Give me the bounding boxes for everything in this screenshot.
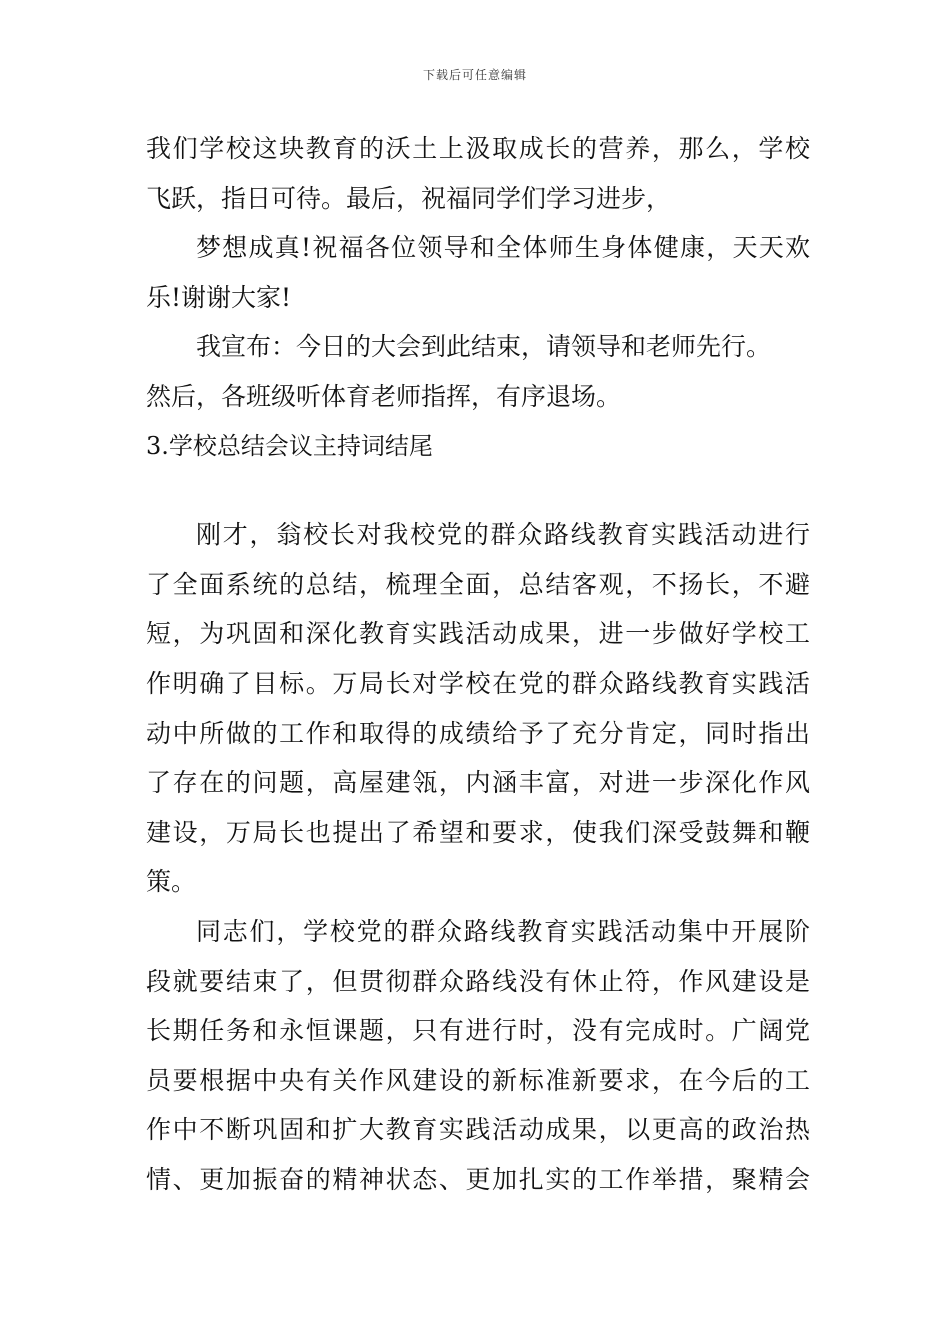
paragraph-line: 飞跃，指日可待。最后，祝福同学们学习进步， (146, 183, 672, 213)
paragraph-line: 情、更加振奋的精神状态、更加扎实的工作举措，聚精会 (146, 1164, 810, 1194)
paragraph-line: 我们学校这块教育的沃土上汲取成长的营养，那么，学校 (146, 134, 810, 163)
paragraph-line: 我宣布：今日的大会到此结束，请领导和老师先行。 (196, 332, 772, 362)
page-header: 下载后可任意编辑 (422, 68, 527, 82)
paragraph-line: 梦想成真!祝福各位领导和全体师生身体健康，天天欢 (196, 233, 810, 263)
paragraph-line: 员要根据中央有关作风建设的新标准新要求，在今后的工 (146, 1065, 810, 1095)
section-heading: 3.学校总结会议主持词结尾 (146, 431, 433, 460)
paragraph-line: 了存在的问题，高屋建瓴，内涵丰富，对进一步深化作风 (146, 768, 810, 798)
paragraph-line: 长期任务和永恒课题，只有进行时，没有完成时。广阔党 (146, 1016, 810, 1046)
paragraph-line: 然后，各班级听体育老师指挥，有序退场。 (146, 381, 622, 411)
paragraph-line: 动中所做的工作和取得的成绩给予了充分肯定，同时指出 (146, 718, 810, 748)
paragraph-line: 作中不断巩固和扩大教育实践活动成果，以更高的政治热 (146, 1115, 810, 1145)
document-body (146, 124, 810, 1204)
paragraph-line: 作明确了目标。万局长对学校在党的群众路线教育实践活 (146, 668, 810, 698)
blank-gap (146, 471, 810, 510)
paragraph-line: 刚才，翁校长对我校党的群众路线教育实践活动进行 (196, 520, 810, 550)
paragraph-line: 同志们，学校党的群众路线教育实践活动集中开展阶 (196, 916, 810, 946)
paragraph-line: 策。 (146, 867, 197, 897)
paragraph-line: 短，为巩固和深化教育实践活动成果，进一步做好学校工 (146, 619, 810, 649)
paragraph-line: 建设，万局长也提出了希望和要求，使我们深受鼓舞和鞭 (146, 817, 810, 847)
paragraph-line: 段就要结束了，但贯彻群众路线没有休止符，作风建设是 (146, 966, 810, 996)
paragraph-line: 了全面系统的总结，梳理全面，总结客观，不扬长，不避 (146, 569, 810, 599)
paragraph-line: 乐!谢谢大家! (146, 282, 292, 312)
